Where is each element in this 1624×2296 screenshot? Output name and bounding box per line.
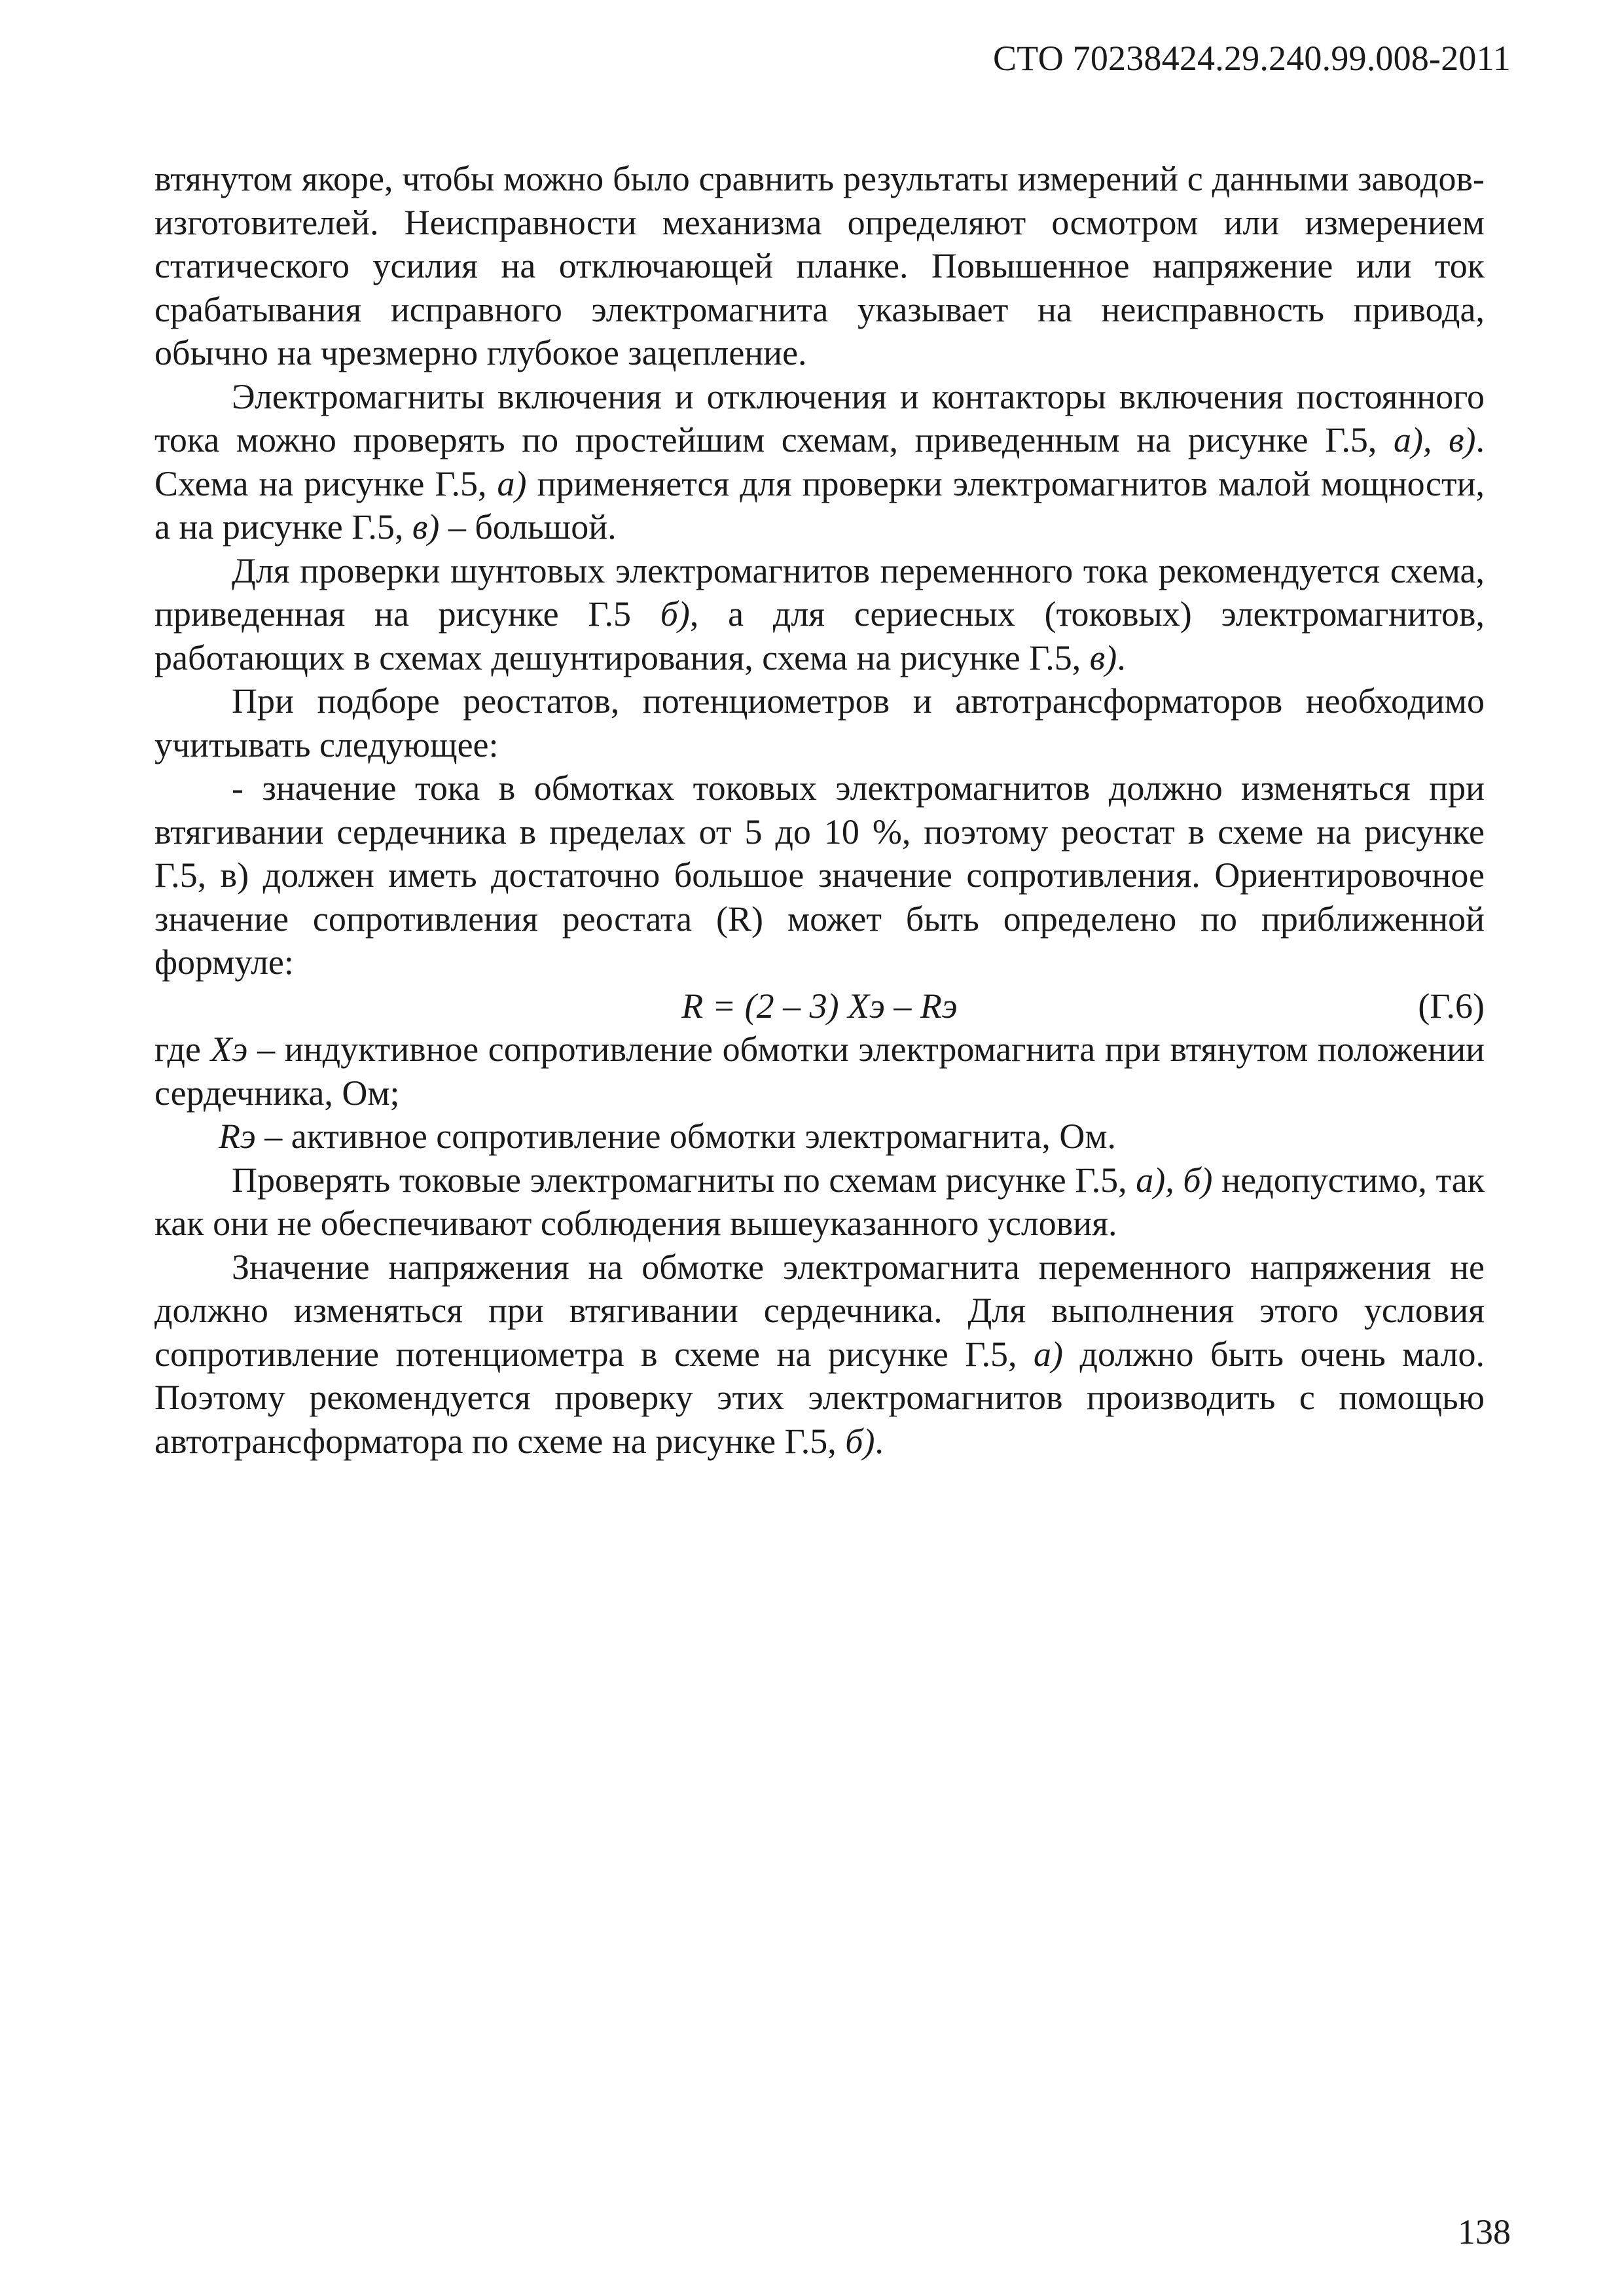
text-run: . bbox=[1117, 637, 1126, 677]
figure-ref-italic: в) bbox=[412, 507, 440, 547]
text-run: Для проверки шунтовых электромагнитов переменного тока рекомендуется схема, приведенная на рисунке Г.5 bbox=[154, 550, 1485, 634]
text-run: . bbox=[875, 1421, 884, 1461]
text-run: , а для сериесных (токовых) электромагнитов, работающих в схемах дешунтирования, схема на рисунке Г.5, bbox=[154, 594, 1485, 677]
definition-re bbox=[154, 1115, 1485, 1158]
text-run: Проверять токовые электромагниты по схемам рисунке Г.5, bbox=[232, 1160, 1136, 1200]
paragraph-current-electromagnets-warning bbox=[154, 1158, 1485, 1246]
document-body bbox=[154, 157, 1485, 1463]
figure-ref-italic: а), в) bbox=[1393, 420, 1476, 459]
paragraph-dc-electromagnets bbox=[154, 375, 1485, 549]
text-run: должно быть очень мало. Поэтому рекомендуется проверку этих электромагнитов производить с помощью автотрансформатора по схеме на рисунке Г.5, bbox=[154, 1334, 1485, 1461]
document-code: СТО 70238424.29.240.99.008-2011 bbox=[993, 39, 1511, 78]
figure-ref-italic: а), б) bbox=[1136, 1160, 1213, 1200]
figure-ref-italic: б) bbox=[660, 594, 690, 634]
text-run: Электромагниты включения и отключения и контакторы включения постоянного тока можно проверять по простейшим схемам, приведенным на рисунке Г.5, bbox=[154, 376, 1485, 459]
formula-line bbox=[154, 984, 1485, 1028]
text-run: . Схема на рисунке Г.5, bbox=[154, 420, 1485, 503]
symbol-xe: Xэ bbox=[210, 1030, 248, 1069]
symbol-re: Rэ bbox=[219, 1117, 256, 1156]
definition-xe-text: – индуктивное сопротивление обмотки электромагнита при втянутом положении сердечника, Ом; bbox=[154, 1030, 1485, 1113]
definition-where: где bbox=[154, 1030, 211, 1069]
page-number: 138 bbox=[1458, 2212, 1511, 2251]
formula-number: (Г.6) bbox=[1418, 986, 1485, 1026]
paragraph-continuation: втянутом якоре, чтобы можно было сравнить результаты измерений с данными заводов-изготовителей. Неисправности механизма определяют осмотром или измерением статического усилия на отключающей планке. Повышенное напряжение или ток срабатывания исправного электромагнита указывает на неисправность привода, обычно на чрезмерно глубокое зацепление. bbox=[154, 159, 1485, 372]
definition-xe bbox=[154, 1028, 1485, 1115]
figure-ref-italic: в) bbox=[1089, 637, 1117, 677]
formula-expression: R = (2 – 3) Xэ – Rэ bbox=[681, 986, 958, 1026]
paragraph-shunt-electromagnets bbox=[154, 549, 1485, 680]
figure-ref-italic: б) bbox=[845, 1421, 875, 1461]
figure-ref-italic: а) bbox=[497, 463, 527, 503]
text-run: Значение напряжения на обмотке электромагнита переменного напряжения не должно изменяться при втягивании сердечника. Для выполнения этого условия сопротивление потенциометра в схеме на рисунке Г.5, bbox=[154, 1247, 1485, 1374]
paragraph-voltage-electromagnets bbox=[154, 1246, 1485, 1463]
paragraph-selection-intro: При подборе реостатов, потенциометров и автотрансформаторов необходимо учитывать следующее: bbox=[154, 681, 1485, 764]
definition-re-text: – активное сопротивление обмотки электромагнита, Ом. bbox=[255, 1117, 1117, 1156]
paragraph-list-item-current: - значение тока в обмотках токовых электромагнитов должно изменяться при втягивании сердечника в пределах от 5 до 10 %, поэтому реостат в схеме на рисунке Г.5, в) должен иметь достаточно большое значение сопротивления. Ориентировочное значение сопротивления реостата (R) может быть определено по приближенной формуле: bbox=[154, 768, 1485, 982]
text-run: применяется для проверки электромагнитов малой мощности, а на рисунке Г.5, bbox=[154, 463, 1485, 547]
text-run: недопустимо, так как они не обеспечивают соблюдения вышеуказанного условия. bbox=[154, 1160, 1485, 1243]
text-run: – большой. bbox=[439, 507, 617, 547]
figure-ref-italic: а) bbox=[1034, 1334, 1064, 1374]
